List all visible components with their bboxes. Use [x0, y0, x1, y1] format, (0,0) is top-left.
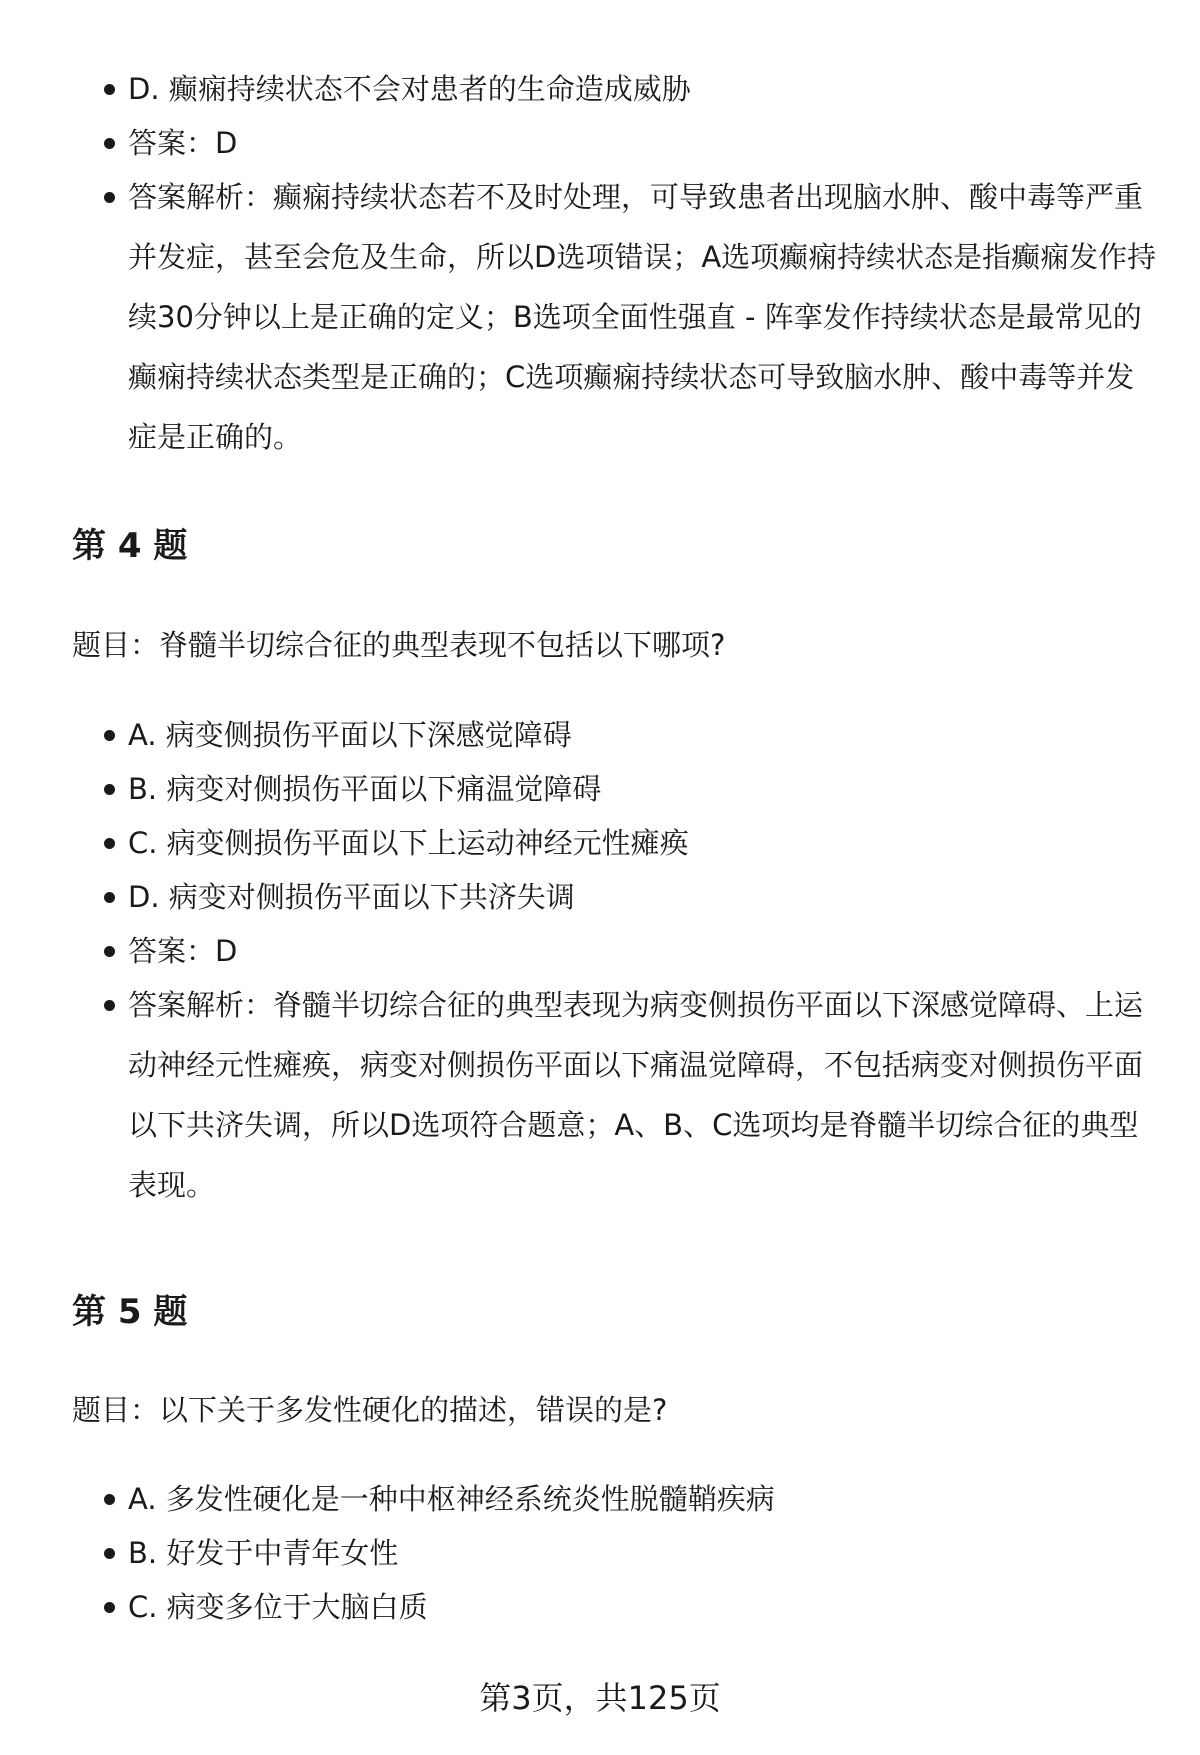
answer-item: 答案：D [128, 113, 1158, 173]
option-item: B. 好发于中青年女性 [128, 1523, 1158, 1583]
page-indicator: 第3页，共125页 [479, 1679, 721, 1717]
explanation-item: 答案解析：癫痫持续状态若不及时处理，可导致患者出现脑水肿、酸中毒等严重并发症，甚至会危及生命，所以D选项错误；A选项癫痫持续状态是指癫痫发作持续30分钟以上是正确的定义；B选项全面性强直 - 阵挛发作持续状态是最常见的癫痫持续状态类型是正确的；C选项癫痫持续状态可导致脑水肿、酸中毒等并发症是正确的。 [128, 167, 1158, 467]
option-item: C. 病变多位于大脑白质 [128, 1577, 1158, 1637]
question-text: 题目：脊髓半切综合征的典型表现不包括以下哪项? [72, 628, 726, 662]
question-heading: 第 4 题 [72, 526, 188, 566]
answer-item: 答案：D [128, 921, 1158, 981]
option-item: C. 病变侧损伤平面以下上运动神经元性瘫痪 [128, 813, 1158, 873]
option-item: B. 病变对侧损伤平面以下痛温觉障碍 [128, 759, 1158, 819]
explanation-item: 答案解析：脊髓半切综合征的典型表现为病变侧损伤平面以下深感觉障碍、上运动神经元性瘫痪，病变对侧损伤平面以下痛温觉障碍，不包括病变对侧损伤平面以下共济失调，所以D选项符合题意；A、B、C选项均是脊髓半切综合征的典型表现。 [128, 975, 1158, 1215]
question-heading: 第 5 题 [72, 1292, 188, 1332]
option-item: D. 癫痫持续状态不会对患者的生命造成威胁 [128, 59, 1158, 119]
question-text: 题目：以下关于多发性硬化的描述，错误的是? [72, 1393, 668, 1427]
option-item: D. 病变对侧损伤平面以下共济失调 [128, 867, 1158, 927]
option-item: A. 多发性硬化是一种中枢神经系统炎性脱髓鞘疾病 [128, 1469, 1158, 1529]
option-item: A. 病变侧损伤平面以下深感觉障碍 [128, 705, 1158, 765]
